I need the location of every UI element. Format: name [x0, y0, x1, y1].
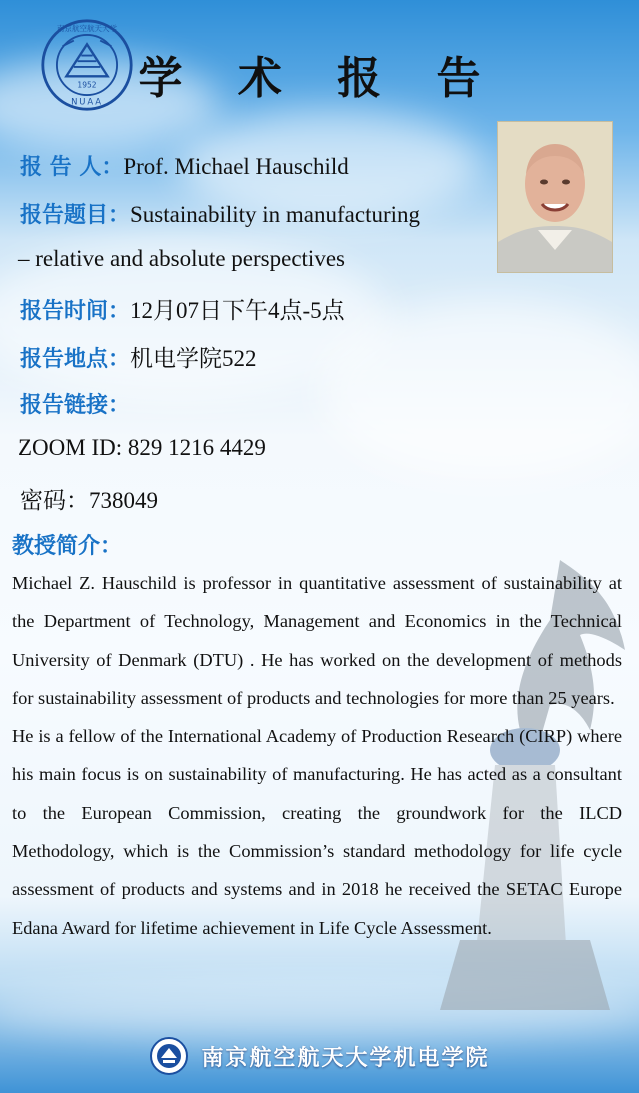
bio-paragraph: He is a fellow of the International Academy of Production Research (CIRP) where his main focus is on sustainability of manufacturing. He has acted as a consultant to the European Commission, creating the groundwork for the ILCD Methodology, which is the Commission’s standard methodology for life cycle assessment of products and systems and in 2018 he received the SETAC Europe Edana Award for lifetime achievement in Life Cycle Assessment. — [12, 726, 622, 938]
zoom-id: ZOOM ID: 829 1216 4429 — [18, 435, 266, 460]
footer-org-name: 南京航空航天大学机电学院 — [201, 1044, 490, 1071]
college-emblem-icon — [149, 1036, 189, 1076]
logo-year: 1952 — [77, 80, 97, 90]
speaker-label: 报 告 人： — [20, 155, 124, 180]
topic-label: 报告题目： — [20, 203, 131, 228]
logo-ring-text: 南京航空航天大学 — [56, 24, 118, 34]
time-value: 12月07日下午4点-5点 — [130, 298, 345, 323]
place-value: 机电学院522 — [130, 346, 257, 371]
cloud-decoration — [320, 300, 639, 480]
time-label: 报告时间： — [20, 299, 131, 324]
link-label: 报告链接： — [20, 393, 131, 418]
place-label: 报告地点： — [20, 347, 131, 372]
topic-value-continued: – relative and absolute perspectives — [18, 246, 345, 271]
link-line — [20, 388, 130, 419]
time-line — [20, 292, 345, 325]
page-title: 学 术 报 告 — [138, 53, 501, 104]
bio-paragraph: Michael Z. Hauschild is professor in quantitative assessment of sustainability at the Department of Technology, Management and Economics in the Technical University of Denmark (DTU) . He has worked on the development of methods for sustainability assessment of products and technologies for more than 25 years. — [12, 573, 622, 708]
meeting-password: 密码：738049 — [20, 488, 158, 513]
speaker-line — [20, 150, 349, 181]
bio-heading: 教授简介： — [12, 534, 123, 559]
speaker-value: Prof. Michael Hauschild — [123, 154, 349, 179]
topic-line — [20, 198, 420, 229]
topic-value: Sustainability in manufacturing — [130, 202, 421, 227]
footer — [0, 1028, 639, 1084]
speaker-photo — [497, 121, 613, 273]
portrait-icon — [498, 122, 612, 272]
bio-text — [12, 564, 622, 947]
logo-abbr: NUAA — [71, 96, 103, 107]
place-line — [20, 340, 257, 373]
